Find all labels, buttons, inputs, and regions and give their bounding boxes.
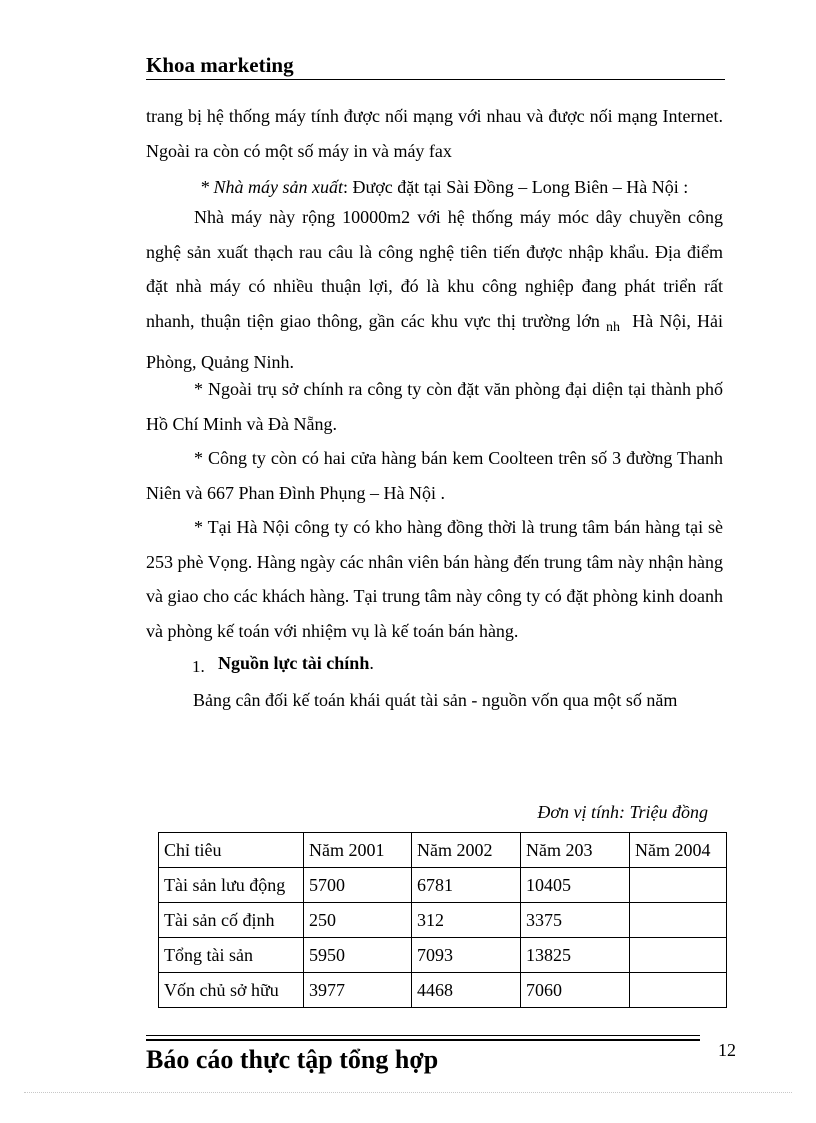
table-cell: 7060: [521, 973, 630, 1008]
table-cell: [630, 973, 727, 1008]
table-cell: 5700: [304, 868, 412, 903]
representative-offices-text: * Ngoài trụ sở chính ra công ty còn đặt văn phòng đại diện tại thành phố Hồ Chí Minh và Đà Nẵng.: [146, 379, 723, 434]
subscript-note: nh: [606, 319, 621, 335]
warehouse-text: * Tại Hà Nội công ty có kho hàng đồng thời là trung tâm bán hàng tại sè 253 phè Vọng. Hàng ngày các nhân viên bán hàng đến trung tâm này nhận hàng và giao cho các khách hàng. Tại trung tâm này công ty có đặt phòng kinh doanh và phòng kế toán với nhiệm vụ là kế toán bán hàng.: [146, 517, 723, 641]
table-header-cell: Năm 2001: [304, 833, 412, 868]
table-cell: Tài sản cố định: [159, 903, 304, 938]
table-cell: Vốn chủ sở hữu: [159, 973, 304, 1008]
table-row: [159, 973, 727, 1008]
factory-label: * Nhà máy sản xuất: [200, 177, 343, 197]
paragraph-representative-offices: [146, 372, 723, 441]
table-header-row: [159, 833, 727, 868]
table-unit-label: Đơn vị tính: Triệu đồng: [537, 802, 708, 822]
header-rule: [146, 79, 725, 80]
table-cell: 3375: [521, 903, 630, 938]
table-cell: 6781: [412, 868, 521, 903]
factory-description-end: Hà Nội, Hải Phòng, Quảng Ninh.: [146, 310, 724, 372]
table-cell: 3977: [304, 973, 412, 1008]
factory-description-text: Nhà máy này rộng 10000m2 với hệ thống máy móc dây chuyền công nghệ sản xuất thạch rau câu là công nghệ tiên tiến được nhập khẩu. Địa điểm đặt nhà máy có nhiều thuận lợi, đó là khu công nghiệp đang phát triển rất nhanh, thuận tiện giao thông, gần các khu vực thị trường lớn: [146, 207, 723, 331]
section-number: 1.: [192, 657, 205, 676]
paragraph-stores: [146, 441, 723, 510]
footer-title: Báo cáo thực tập tổng hợp: [146, 1045, 439, 1074]
table-cell: 7093: [412, 938, 521, 973]
table-cell: [630, 903, 727, 938]
table-cell: 250: [304, 903, 412, 938]
balance-sheet-table: [158, 832, 727, 1008]
table-cell: [630, 938, 727, 973]
section-subtitle: Bảng cân đối kế toán khái quát tài sản - nguồn vốn qua một số năm: [193, 690, 678, 710]
paragraph-warehouse: [146, 510, 723, 648]
paragraph-factory-description: [146, 200, 723, 380]
table-header-cell: Năm 203: [521, 833, 630, 868]
table-cell: Tổng tài sản: [159, 938, 304, 973]
page-bottom-divider: [24, 1092, 792, 1093]
stores-text: * Công ty còn có hai cửa hàng bán kem Coolteen trên số 3 đường Thanh Niên và 667 Phan Đình Phụng – Hà Nội .: [146, 448, 723, 503]
table-header-cell: Chỉ tiêu: [159, 833, 304, 868]
page-number: 12: [718, 1040, 736, 1060]
table-row: [159, 903, 727, 938]
table-cell: Tài sản lưu động: [159, 868, 304, 903]
paragraph-it-equipment: trang bị hệ thống máy tính được nối mạng với nhau và được nối mạng Internet. Ngoài ra còn có một số máy in và máy fax: [146, 106, 723, 161]
table-cell: 312: [412, 903, 521, 938]
section-title: Nguồn lực tài chính: [218, 653, 370, 673]
table-header-cell: Năm 2004: [630, 833, 727, 868]
table-cell: 4468: [412, 973, 521, 1008]
table-cell: 10405: [521, 868, 630, 903]
table-row: [159, 868, 727, 903]
table-header-cell: Năm 2002: [412, 833, 521, 868]
table-row: [159, 938, 727, 973]
table-cell: 13825: [521, 938, 630, 973]
footer-rule-thin: [146, 1035, 700, 1036]
factory-location: : Được đặt tại Sài Đồng – Long Biên – Hà Nội :: [343, 177, 689, 197]
table-cell: 5950: [304, 938, 412, 973]
section-title-end: .: [369, 653, 374, 673]
footer-rule-thick: [146, 1039, 700, 1041]
table-cell: [630, 868, 727, 903]
header-title: Khoa marketing: [146, 53, 294, 77]
section-heading: [192, 649, 374, 681]
